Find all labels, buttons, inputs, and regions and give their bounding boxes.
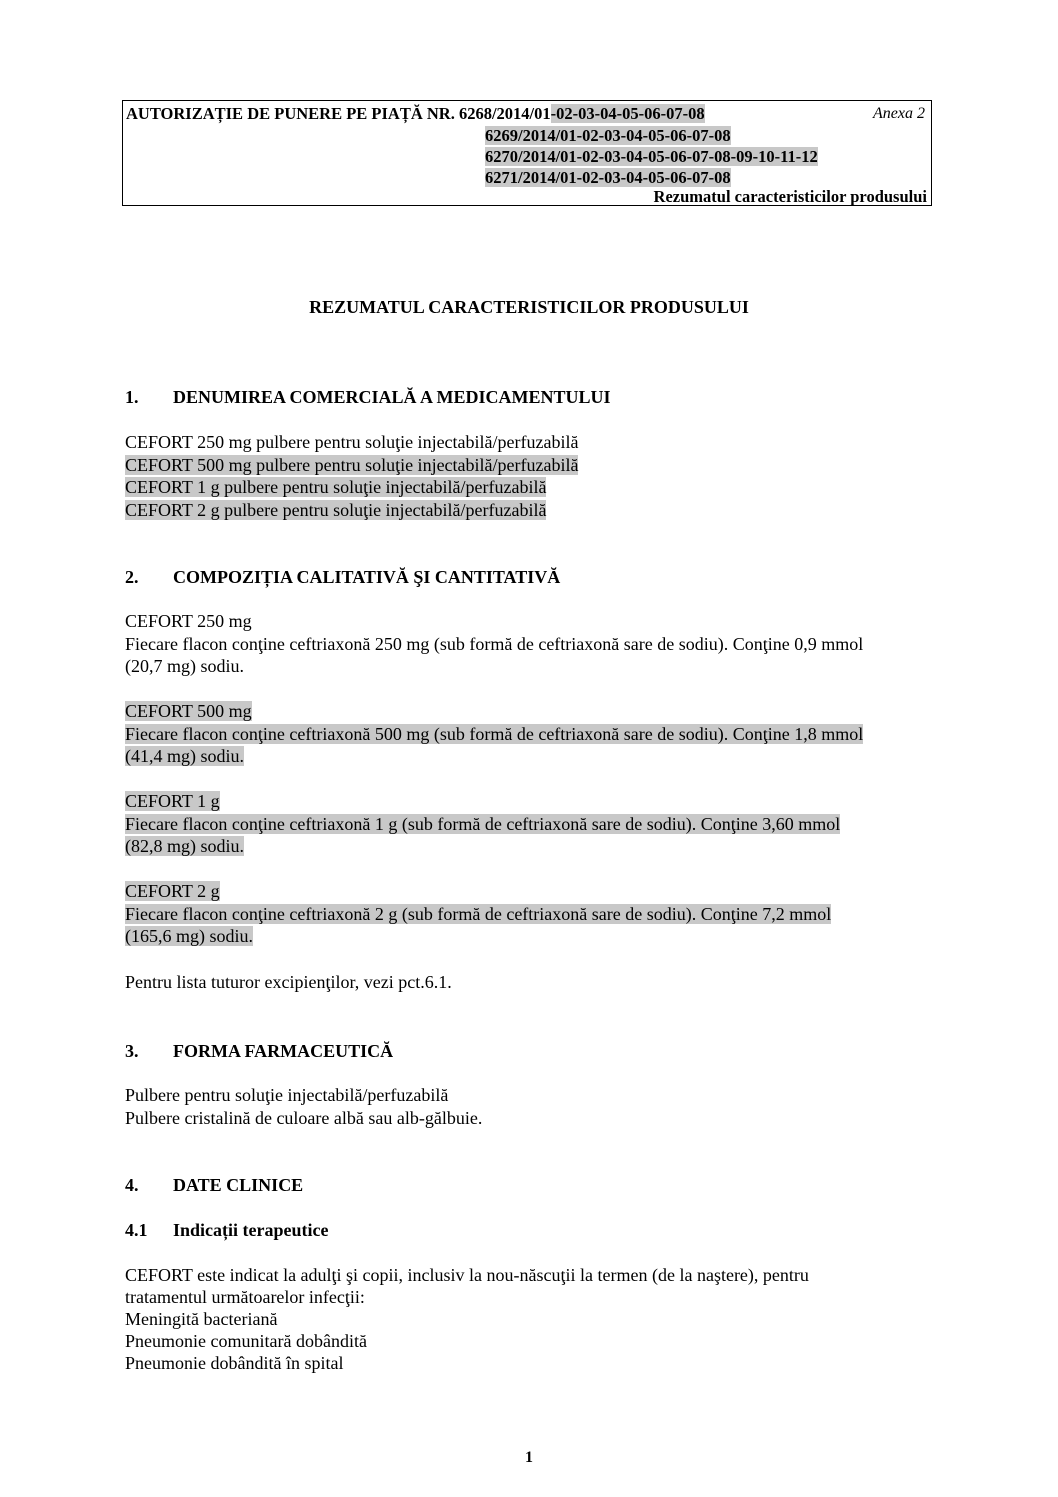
authorization-header — [122, 100, 932, 206]
authorization-label: AUTORIZAȚIE DE PUNERE PE PIAȚĂ NR. — [126, 104, 455, 123]
section-2-heading — [125, 566, 560, 588]
product-name-500: CEFORT 500 mg pulbere pentru soluţie injectabilă/perfuzabilă — [125, 454, 579, 475]
authorization-number-3: 6270/2014/01-02-03-04-05-06-07-08-09-10-11-12 — [485, 147, 818, 166]
section-1-heading — [125, 386, 611, 408]
authorization-number-4: 6271/2014/01-02-03-04-05-06-07-08 — [485, 168, 731, 187]
product-name-250: CEFORT 250 mg pulbere pentru soluţie injectabilă/perfuzabilă — [125, 432, 579, 452]
authorization-number-1: 6268/2014/01 — [458, 104, 551, 123]
product-names — [125, 431, 935, 521]
section-4-1-heading — [125, 1219, 328, 1241]
list-item: Pneumonie dobândită în spital — [125, 1353, 344, 1373]
section-3-heading — [125, 1040, 393, 1062]
section-title: FORMA FARMACEUTICĂ — [173, 1041, 394, 1061]
composition-name: CEFORT 1 g — [125, 791, 220, 811]
section-number: 4. — [125, 1175, 139, 1195]
composition-line: (41,4 mg) sodiu. — [125, 746, 244, 766]
page-number: 1 — [525, 1449, 533, 1466]
composition-name: CEFORT 2 g — [125, 881, 220, 901]
excipients-note — [125, 971, 935, 994]
composition-2g — [125, 880, 935, 948]
document-title: REZUMATUL CARACTERISTICILOR PRODUSULUI — [309, 297, 749, 317]
composition-name: CEFORT 500 mg — [125, 701, 252, 721]
section-title: DENUMIREA COMERCIALĂ A MEDICAMENTULUI — [173, 387, 611, 407]
indications-line: tratamentul următoarelor infecţii: — [125, 1287, 365, 1307]
composition-line: (20,7 mg) sodiu. — [125, 656, 244, 676]
composition-line: Fiecare flacon conţine ceftriaxonă 2 g (sub formă de ceftriaxonă sare de sodiu). Conţine 7,2 mmol — [125, 903, 832, 924]
composition-name: CEFORT 250 mg — [125, 611, 252, 631]
header-subtitle: Rezumatul caracteristicilor produsului — [653, 187, 927, 206]
composition-line: Fiecare flacon conţine ceftriaxonă 500 mg (sub formă de ceftriaxonă sare de sodiu). Conţine 1,8 mmol — [125, 723, 864, 744]
product-name-2g: CEFORT 2 g pulbere pentru soluţie injectabilă/perfuzabilă — [125, 499, 547, 520]
composition-line: Fiecare flacon conţine ceftriaxonă 1 g (sub formă de ceftriaxonă sare de sodiu). Conţine 3,60 mmol — [125, 813, 841, 834]
indications-line: CEFORT este indicat la adulţi şi copii, inclusiv la nou-născuţii la termen (de la naştere), pentru — [125, 1265, 809, 1285]
form-line: Pulbere cristalină de culoare albă sau alb-gălbuie. — [125, 1107, 483, 1128]
section-4-heading — [125, 1174, 303, 1196]
composition-line: (165,6 mg) sodiu. — [125, 926, 253, 946]
indications — [125, 1264, 935, 1374]
section-number: 3. — [125, 1041, 139, 1061]
list-item: Meningită bacteriană — [125, 1309, 278, 1329]
section-title: DATE CLINICE — [173, 1175, 304, 1195]
composition-line: Fiecare flacon conţine ceftriaxonă 250 mg (sub formă de ceftriaxonă sare de sodiu). Conţine 0,9 mmol — [125, 633, 864, 654]
product-name-1g: CEFORT 1 g pulbere pentru soluţie injectabilă/perfuzabilă — [125, 477, 547, 497]
authorization-number-2: 6269/2014/01-02-03-04-05-06-07-08 — [485, 126, 731, 145]
composition-1g — [125, 790, 935, 858]
excipients-note-text: Pentru lista tuturor excipienţilor, vezi pct.6.1. — [125, 972, 452, 992]
composition-250 — [125, 610, 935, 678]
composition-500 — [125, 700, 935, 768]
authorization-number-1-suffix: -02-03-04-05-06-07-08 — [550, 104, 705, 123]
section-title: Indicații terapeutice — [173, 1220, 329, 1240]
section-number: 2. — [125, 567, 139, 587]
list-item: Pneumonie comunitară dobândită — [125, 1331, 367, 1351]
form-line: Pulbere pentru soluţie injectabilă/perfuzabilă — [125, 1085, 449, 1105]
composition-line: (82,8 mg) sodiu. — [125, 836, 244, 856]
pharmaceutical-form — [125, 1084, 935, 1129]
section-number: 4.1 — [125, 1220, 148, 1240]
section-number: 1. — [125, 387, 139, 407]
annex-label: Anexa 2 — [873, 105, 925, 122]
section-title: COMPOZIȚIA CALITATIVĂ ŞI CANTITATIVĂ — [173, 567, 561, 587]
